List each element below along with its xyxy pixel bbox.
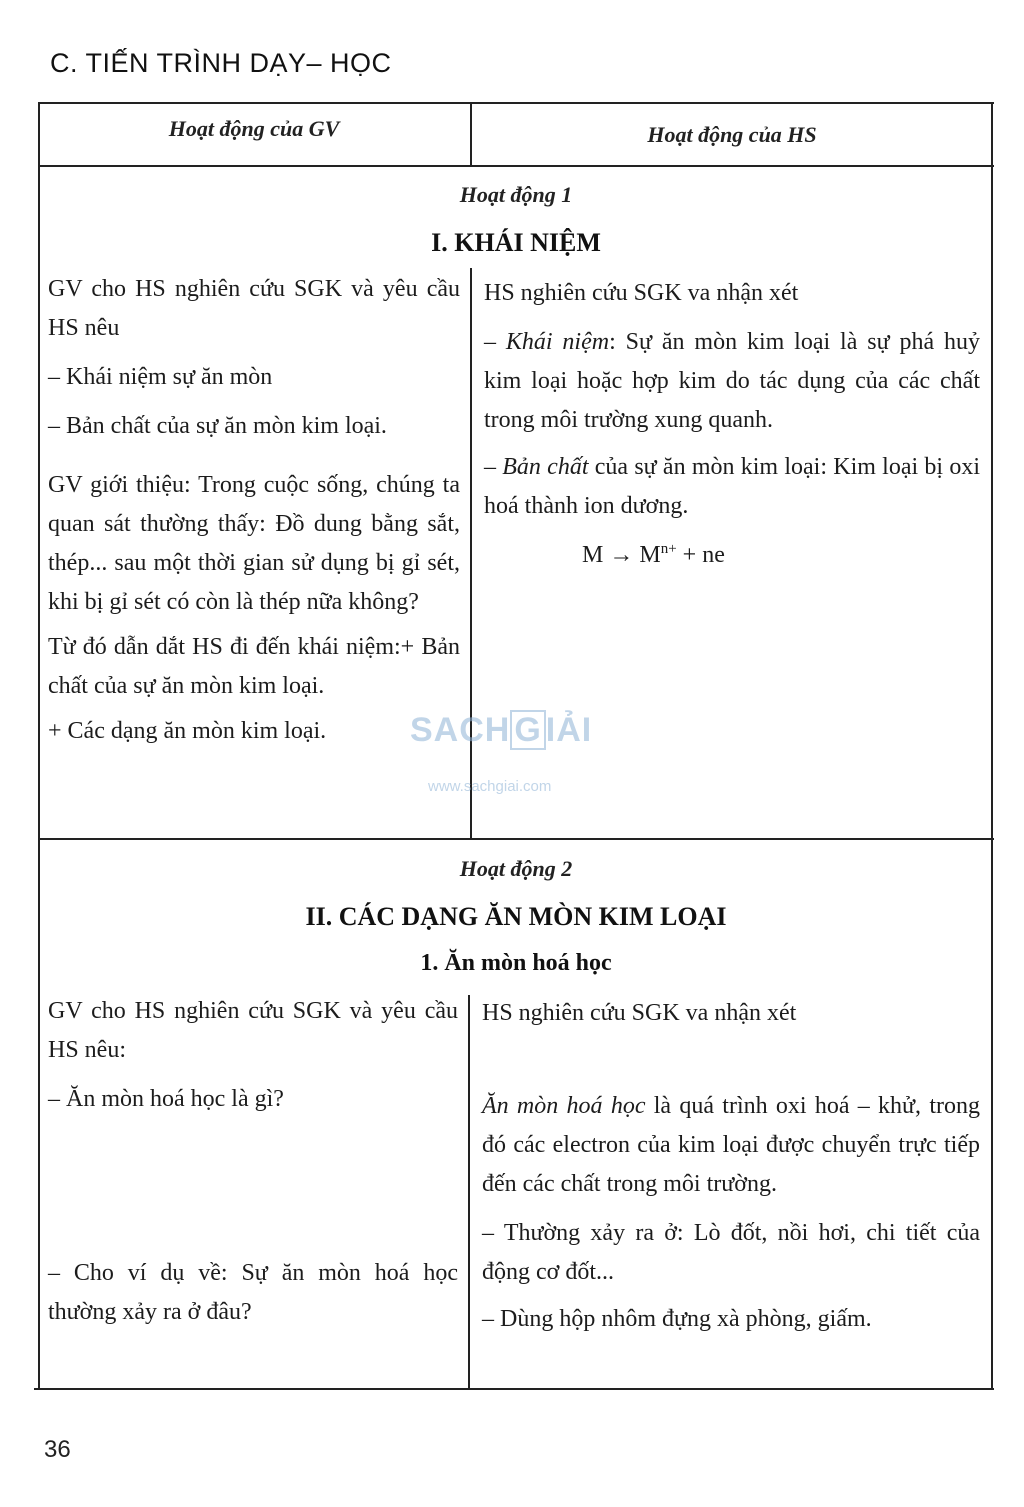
gv-text: – Khái niệm sự ăn mòn: [48, 364, 273, 390]
gv-text: + Các dạng ăn mòn kim loại.: [48, 718, 327, 744]
hs-text: [484, 448, 980, 526]
activity2-section-title: II. CÁC DẠNG ĂN MÒN KIM LOẠI: [305, 902, 727, 931]
activity-divider: [38, 838, 994, 840]
hs-text: – Dùng hộp nhôm đựng xà phòng, giấm.: [482, 1306, 872, 1332]
hs-term: – Bản chất: [484, 454, 589, 480]
gv-text: – Ăn mòn hoá học là gì?: [48, 1086, 284, 1112]
table-border-left: [38, 102, 40, 1390]
column-divider-activity2: [468, 995, 470, 1389]
activity1-gv-cell: [48, 270, 460, 751]
watermark-logo: SACH G IẢI: [410, 711, 593, 749]
equation-lhs: M → M: [582, 542, 661, 568]
column-header-hs: Hoạt động của HS: [647, 122, 817, 147]
activity1-label: Hoạt động 1: [459, 182, 573, 207]
activity2-gv-cell: [48, 992, 458, 1332]
gv-text: – Cho ví dụ về: Sự ăn mòn hoá học thường xảy ra ở đâu?: [48, 1260, 458, 1325]
page-heading: C. TIẾN TRÌNH DẠY– HỌC: [50, 48, 392, 78]
hs-term: – Khái niệm: [484, 329, 610, 355]
hs-text: [484, 323, 980, 440]
activity2-subsection-title: 1. Ăn mòn hoá học: [420, 950, 612, 976]
table-border-bottom: [34, 1388, 994, 1390]
hs-text: [482, 1087, 980, 1204]
watermark-url: www.sachgiai.com: [428, 778, 552, 795]
table-border-right: [991, 102, 993, 1390]
activity2-label: Hoạt động 2: [459, 856, 573, 881]
gv-text: GV giới thiệu: Trong cuộc sống, chúng ta quan sát thường thấy: Đồ dung bằng sắt, thép... sau một thời gian sử dụng bị gỉ sét, khi bị gỉ sét có còn là thép nữa không?: [48, 472, 460, 615]
hs-text: HS nghiên cứu SGK va nhận xét: [484, 280, 799, 306]
hs-text: HS nghiên cứu SGK va nhận xét: [482, 1000, 797, 1026]
activity1-section-title: I. KHÁI NIỆM: [431, 228, 601, 257]
equation-rhs: + ne: [676, 542, 725, 568]
hs-definition: : Sự ăn mòn kim loại là sự phá huỷ kim loại hoặc hợp kim do tác dụng của các chất trong môi trường xung quanh.: [484, 329, 980, 433]
oxidation-equation: [484, 536, 980, 575]
gv-text: Từ đó dẫn dắt HS đi đến khái niệm:+ Bản chất của sự ăn mòn kim loại.: [48, 634, 460, 699]
gv-text: GV cho HS nghiên cứu SGK và yêu cầu HS nêu: [48, 276, 460, 341]
gv-text: GV cho HS nghiên cứu SGK và yêu cầu HS nêu:: [48, 998, 458, 1063]
hs-term: Ăn mòn hoá học: [482, 1093, 646, 1119]
column-header-gv: Hoạt động của GV: [168, 116, 340, 141]
gv-text: – Bản chất của sự ăn mòn kim loại.: [48, 413, 387, 439]
hs-text: – Thường xảy ra ở: Lò đốt, nồi hơi, chi tiết của động cơ đốt...: [482, 1220, 980, 1285]
hs-definition: là quá trình oxi hoá – khử, trong đó các electron của kim loại được chuyển trực tiếp đến các chất trong môi trường.: [482, 1093, 980, 1197]
column-divider-activity1: [470, 268, 472, 838]
equation-charge: n+: [660, 541, 677, 557]
activity2-hs-cell: [482, 994, 980, 1339]
header-divider: [38, 165, 994, 167]
hs-definition: của sự ăn mòn kim loại: Kim loại bị oxi hoá thành ion dương.: [484, 454, 980, 519]
table-border-top: [38, 102, 994, 104]
page-number: 36: [44, 1436, 71, 1463]
activity1-hs-cell: [484, 274, 980, 575]
lesson-table: [38, 102, 994, 1390]
